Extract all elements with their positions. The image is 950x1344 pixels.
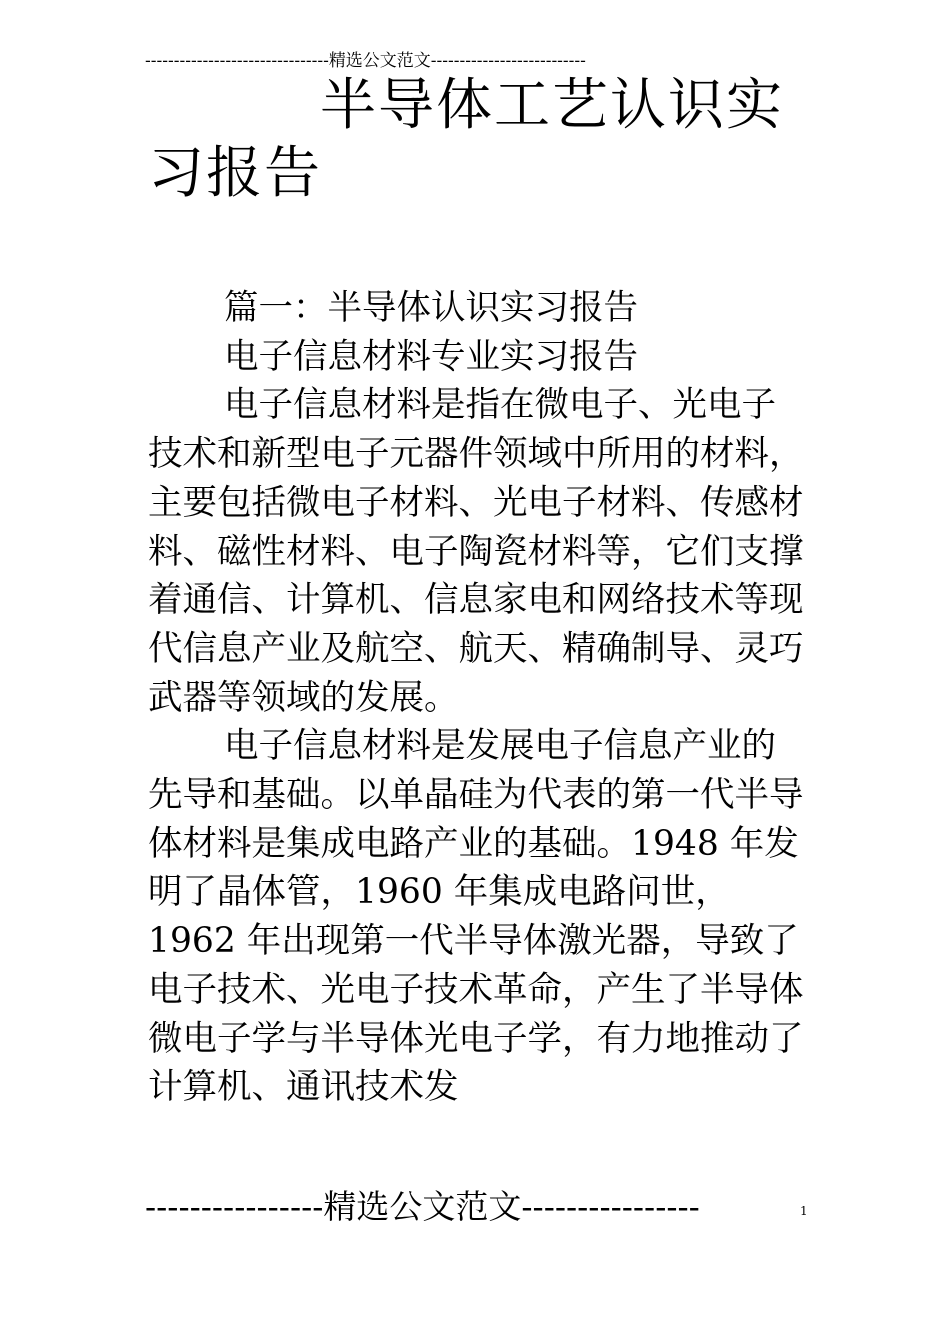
section-heading: 篇一：半导体认识实习报告 (224, 288, 638, 328)
document-title (148, 72, 808, 208)
section-subheading: 电子信息材料专业实习报告 (224, 336, 638, 377)
document-title-line-1: 半导体工艺认识实 (320, 73, 784, 138)
page-footer: ----------------精选公文范文---------------- (145, 1187, 700, 1226)
page-number: 1 (800, 1204, 808, 1218)
page-header: --------------------------------精选公文范文--------------------------- (145, 51, 586, 71)
body-paragraph: 电子信息材料是发展电子信息产业的先导和基础。以单晶硅为代表的第一代半导体材料是集成电路产业的基础。1948 年发明了晶体管，1960 年集成电路问世，1962 年出现第一代半导体激光器，导致了电子技术、光电子技术革命，产生了半导体微电子学与半导体光电子学，有力地推动了计算机、通讯技术发 (148, 726, 804, 1108)
document-body (148, 284, 810, 1112)
document-title-line-2: 习报告 (148, 141, 322, 206)
body-paragraph: 电子信息材料是指在微电子、光电子技术和新型电子元器件领域中所用的材料，主要包括微电子材料、光电子材料、传感材料、磁性材料、电子陶瓷材料等，它们支撑着通信、计算机、信息家电和网络技术等现代信息产业及航空、航天、精确制导、灵巧武器等领域的发展。 (148, 385, 804, 718)
